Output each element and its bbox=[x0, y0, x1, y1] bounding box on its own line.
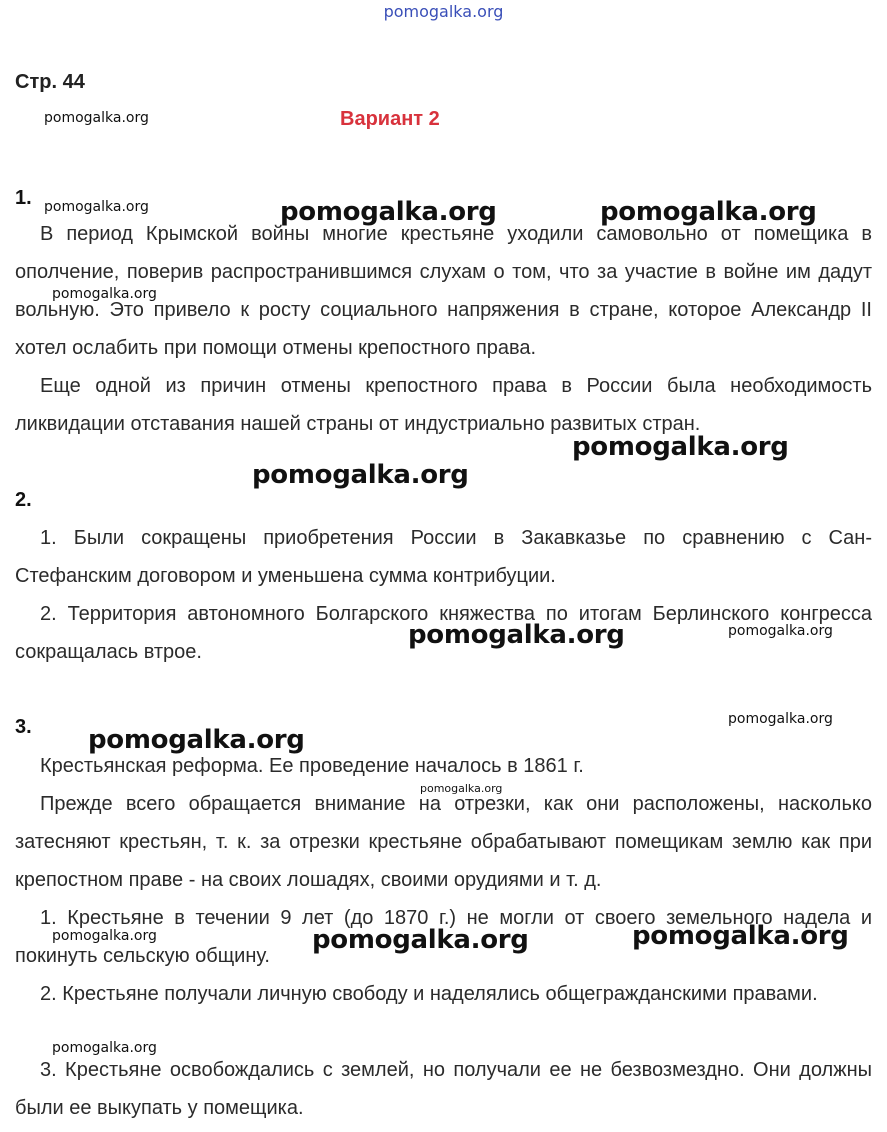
watermark-large: pomogalka.org bbox=[312, 925, 529, 955]
watermark-small: pomogalka.org bbox=[44, 199, 149, 215]
section-3-paragraph-3: 1. Крестьяне в течении 9 лет (до 1870 г.) не могли от своего земельного надела и покинуть сельскую общину. bbox=[15, 907, 872, 967]
section-3-paragraph-4: 2. Крестьяне получали личную свободу и наделялись общегражданскими правами. bbox=[40, 983, 818, 1005]
variant-title: Вариант 2 bbox=[340, 108, 440, 130]
section-3-paragraph-2: Прежде всего обращается внимание на отрезки, как они расположены, насколько затесняют крестьян, т. к. за отрезки крестьяне обрабатывают помещикам землю как при крепостном праве - на своих лошадях, своими орудиями и т. д. bbox=[15, 793, 872, 891]
section-1-paragraph-2: Еще одной из причин отмены крепостного права в России была необходимость ликвидации отставания нашей страны от индустриально развитых стран. bbox=[15, 375, 872, 435]
watermark-small: pomogalka.org bbox=[52, 928, 157, 944]
watermark-small: pomogalka.org bbox=[44, 110, 149, 126]
section-2-paragraph-1: 1. Были сокращены приобретения России в Закавказье по сравнению с Сан-Стефанским договором и уменьшена сумма контрибуции. bbox=[15, 527, 872, 587]
watermark-large: pomogalka.org bbox=[572, 432, 789, 462]
watermark-large: pomogalka.org bbox=[252, 460, 469, 490]
section-number-3: 3. bbox=[15, 716, 32, 738]
section-2-paragraph-2: 2. Территория автономного Болгарского княжества по итогам Берлинского конгресса сокращалась втрое. bbox=[15, 603, 872, 663]
section-3-paragraph-1: Крестьянская реформа. Ее проведение началось в 1861 г. bbox=[40, 755, 584, 777]
watermark-large: pomogalka.org bbox=[280, 197, 497, 227]
watermark-small: pomogalka.org bbox=[420, 782, 503, 795]
section-number-1: 1. bbox=[15, 187, 32, 209]
watermark-large: pomogalka.org bbox=[408, 620, 625, 650]
watermark-large: pomogalka.org bbox=[632, 921, 849, 951]
section-3-paragraph-5: 3. Крестьяне освобождались с землей, но получали ее не безвозмездно. Они должны были ее выкупать у помещика. bbox=[15, 1059, 872, 1119]
section-number-2: 2. bbox=[15, 489, 32, 511]
watermark-small: pomogalka.org bbox=[52, 1040, 157, 1056]
watermark-small: pomogalka.org bbox=[728, 623, 833, 639]
watermark-large: pomogalka.org bbox=[600, 197, 817, 227]
watermark-small: pomogalka.org bbox=[728, 711, 833, 727]
section-1-paragraph-1: В период Крымской войны многие крестьяне уходили самовольно от помещика в ополчение, поверив распространившимся слухам о том, что за участие в войне им дадут вольную. Это привело к росту социального напряжения в стране, которое Александр II хотел ослабить при помощи отмены крепостного права. bbox=[15, 223, 872, 359]
watermark-small: pomogalka.org bbox=[52, 286, 157, 302]
page-reference: Стр. 44 bbox=[15, 71, 85, 93]
site-header-link[interactable]: pomogalka.org bbox=[383, 2, 504, 21]
watermark-large: pomogalka.org bbox=[88, 725, 305, 755]
